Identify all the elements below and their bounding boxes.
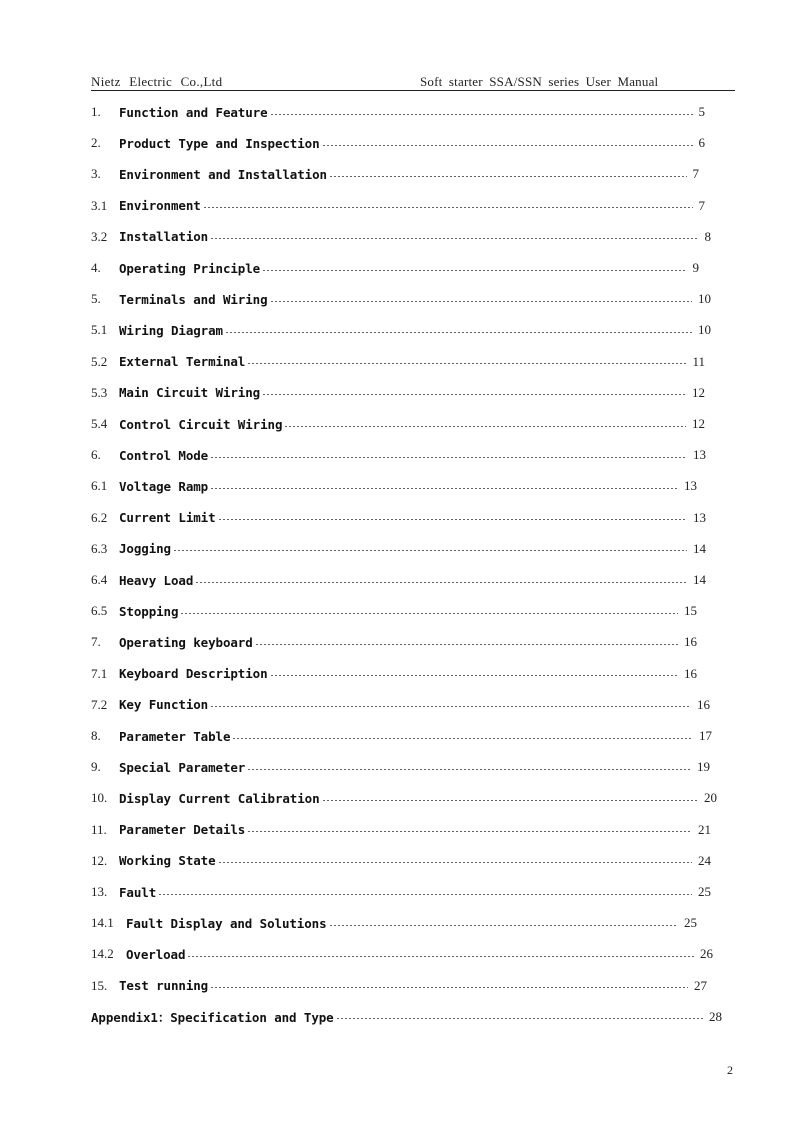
toc-entry[interactable] [91, 1006, 722, 1028]
page-number: 2 [727, 1063, 733, 1077]
toc-entry[interactable] [91, 538, 706, 560]
toc-entry[interactable] [91, 694, 710, 716]
toc-entry[interactable] [91, 787, 717, 809]
toc-entry-page: 12 [692, 384, 705, 400]
running-header [91, 74, 735, 91]
toc-entry-title[interactable]: Current Limit [119, 510, 216, 526]
dot-leader [255, 644, 678, 645]
dot-leader [247, 831, 692, 832]
toc-entry-page: 6 [698, 135, 705, 151]
toc-entry-number: 5.1 [91, 322, 108, 338]
toc-entry[interactable] [91, 195, 705, 217]
toc-entry[interactable] [91, 444, 706, 466]
toc-entry-title[interactable]: Operating Principle [119, 260, 261, 276]
toc-entry-page: 14 [693, 572, 706, 587]
dot-leader [262, 394, 686, 395]
toc-entry-number: 6.4 [91, 572, 108, 587]
dot-leader [329, 176, 687, 177]
toc-entry-title[interactable]: Jogging [119, 541, 171, 557]
toc-entry-title[interactable]: Parameter Table [119, 728, 231, 744]
toc-entry-page: 20 [704, 790, 717, 806]
toc-entry[interactable] [91, 569, 706, 591]
toc-entry-title[interactable]: Installation [119, 229, 209, 245]
toc-entry-title[interactable]: Display Current Calibration [119, 790, 320, 806]
toc-entry-number: 5. [91, 291, 101, 307]
toc-entry[interactable] [91, 631, 697, 653]
toc-entry-title[interactable]: Main Circuit Wiring [119, 385, 261, 401]
toc-entry-page: 27 [694, 977, 707, 993]
dot-leader [270, 675, 678, 676]
toc-entry-number: 3. [91, 166, 101, 182]
toc-entry-number: 14.1 [91, 915, 114, 931]
toc-entry[interactable] [91, 226, 711, 248]
toc-entry-page: 25 [698, 884, 711, 899]
toc-entry-title[interactable]: Test running [119, 978, 209, 994]
toc-entry-number: 6.2 [91, 509, 108, 525]
dot-leader [336, 1018, 703, 1019]
toc-entry-page: 7 [698, 197, 705, 213]
dot-leader [210, 987, 688, 988]
dot-leader [262, 270, 686, 271]
toc-entry-number: 6.3 [91, 540, 108, 556]
toc-entry[interactable] [91, 288, 711, 310]
toc-entry-title[interactable]: Parameter Details [119, 822, 246, 838]
toc-entry[interactable] [91, 912, 697, 934]
toc-entry-page: 16 [684, 665, 697, 681]
toc-entry-title[interactable]: Keyboard Description [119, 666, 268, 682]
toc-entry[interactable] [91, 101, 705, 123]
toc-entry[interactable] [91, 725, 712, 747]
toc-entry-number: 7.1 [91, 665, 108, 681]
toc-entry-title[interactable]: Control Mode [119, 447, 209, 463]
toc-entry-page: 25 [684, 915, 697, 931]
toc-entry-number: 5.2 [91, 353, 108, 369]
toc-entry-title[interactable]: Fault [119, 884, 157, 900]
toc-entry-title[interactable]: Heavy Load [119, 572, 194, 588]
toc-entry[interactable] [91, 975, 707, 997]
toc-entry-page: 5 [698, 104, 705, 119]
toc-entry-title[interactable]: Terminals and Wiring [119, 291, 268, 307]
toc-entry-number: 6.5 [91, 603, 108, 619]
toc-entry[interactable] [91, 756, 710, 778]
toc-entry-number: 4. [91, 260, 101, 275]
toc-entry-number: 5.3 [91, 384, 108, 400]
dot-leader [322, 800, 699, 801]
header-manual-title: Soft starter SSA/SSN series User Manual [420, 74, 659, 89]
toc-entry-title[interactable]: Stopping [119, 603, 179, 619]
toc-entry-page: 14 [693, 540, 706, 556]
dot-leader [210, 457, 687, 458]
dot-leader [210, 488, 678, 489]
toc-entry-page: 11 [692, 353, 705, 369]
toc-entry-number: 8. [91, 728, 101, 743]
toc-entry-page: 9 [692, 260, 699, 275]
dot-leader [270, 114, 693, 115]
toc-entry[interactable] [91, 663, 697, 685]
dot-leader [270, 301, 692, 302]
toc-entry[interactable] [91, 600, 697, 622]
toc-entry-number: 11. [91, 821, 107, 837]
dot-leader [203, 207, 693, 208]
toc-entry-title[interactable]: Function and Feature [119, 104, 268, 120]
toc-entry-page: 16 [697, 696, 710, 712]
toc-entry[interactable] [91, 132, 705, 154]
dot-leader [218, 519, 687, 520]
toc-entry-title[interactable]: Environment [119, 198, 201, 214]
toc-entry-page: 7 [692, 166, 699, 182]
toc-entry-number: 1. [91, 104, 101, 119]
toc-entry[interactable] [91, 507, 706, 529]
toc-entry-title[interactable]: Special Parameter [119, 759, 246, 775]
toc-entry-title[interactable]: Voltage Ramp [119, 478, 209, 494]
toc-entry-page: 10 [698, 322, 711, 338]
toc-entry[interactable] [91, 881, 711, 903]
toc-entry-title[interactable]: Environment and Installation [119, 166, 327, 182]
toc-entry-page: 16 [684, 634, 697, 650]
toc-entry-number: 12. [91, 852, 108, 868]
toc-entry-title[interactable]: External Terminal [119, 354, 246, 370]
toc-entry-title[interactable]: Appendix1：Specification and Type [91, 1009, 334, 1025]
dot-leader [322, 145, 693, 146]
toc-entry-number: 7. [91, 634, 101, 650]
dot-leader [210, 706, 691, 707]
dot-leader [218, 862, 692, 863]
toc-entry-number: 14.2 [91, 946, 114, 962]
dot-leader [210, 238, 698, 239]
toc-entry-title[interactable]: Product Type and Inspection [119, 135, 320, 151]
toc-entry-page: 24 [698, 852, 711, 868]
toc-entry[interactable] [91, 351, 705, 373]
toc-entry-page: 13 [693, 447, 706, 463]
toc-entry[interactable] [91, 943, 713, 965]
toc-entry-page: 13 [693, 509, 706, 525]
toc-entry[interactable] [91, 819, 711, 841]
dot-leader [329, 925, 679, 926]
toc-entry-number: 5.4 [91, 416, 108, 431]
dot-leader [232, 738, 693, 739]
toc-entry-title[interactable]: Working State [119, 853, 216, 869]
toc-entry-page: 26 [700, 946, 713, 962]
dot-leader [247, 363, 686, 364]
toc-entry-number: 3.1 [91, 197, 108, 213]
toc-entry[interactable] [91, 475, 697, 497]
dot-leader [158, 894, 692, 895]
toc-entry-title[interactable]: Wiring Diagram [119, 322, 223, 338]
dot-leader [187, 956, 694, 957]
toc-entry-title[interactable]: Control Circuit Wiring [119, 416, 283, 432]
toc-entry-number: 13. [91, 884, 108, 899]
toc-entry-number: 7.2 [91, 696, 108, 712]
toc-entry-page: 13 [684, 478, 697, 494]
toc-entry-page: 12 [692, 416, 705, 431]
toc-entry-page: 19 [697, 759, 710, 775]
toc-entry-page: 15 [684, 603, 697, 619]
toc-entry-number: 6. [91, 447, 101, 463]
toc-entry[interactable] [91, 413, 705, 435]
toc-entry-page: 10 [698, 291, 711, 307]
toc-entry-number: 9. [91, 759, 101, 775]
toc-entry[interactable] [91, 163, 699, 185]
toc-entry-page: 28 [709, 1008, 722, 1024]
dot-leader [284, 426, 686, 427]
toc-entry-title[interactable]: Overload [126, 946, 186, 962]
header-company: Nietz Electric Co.,Ltd [91, 74, 223, 89]
toc-entry[interactable] [91, 319, 711, 341]
toc-entry-page: 17 [699, 728, 712, 743]
toc-entry-title[interactable]: Operating keyboard [119, 634, 253, 650]
dot-leader [225, 332, 692, 333]
toc-entry-number: 10. [91, 790, 108, 806]
toc-entry-number: 2. [91, 135, 101, 151]
dot-leader [247, 769, 691, 770]
toc-entry-number: 6.1 [91, 478, 108, 494]
toc-entry[interactable] [91, 257, 699, 279]
toc-entry-page: 8 [704, 228, 711, 244]
dot-leader [180, 613, 678, 614]
toc-entry-number: 3.2 [91, 228, 108, 244]
dot-leader [173, 550, 687, 551]
toc-entry-page: 21 [698, 821, 711, 837]
toc-entry-title[interactable]: Fault Display and Solutions [126, 915, 327, 931]
toc-entry-title[interactable]: Key Function [119, 697, 209, 713]
toc-entry-number: 15. [91, 977, 108, 993]
dot-leader [195, 582, 687, 583]
toc-entry[interactable] [91, 382, 705, 404]
toc-entry[interactable] [91, 850, 711, 872]
